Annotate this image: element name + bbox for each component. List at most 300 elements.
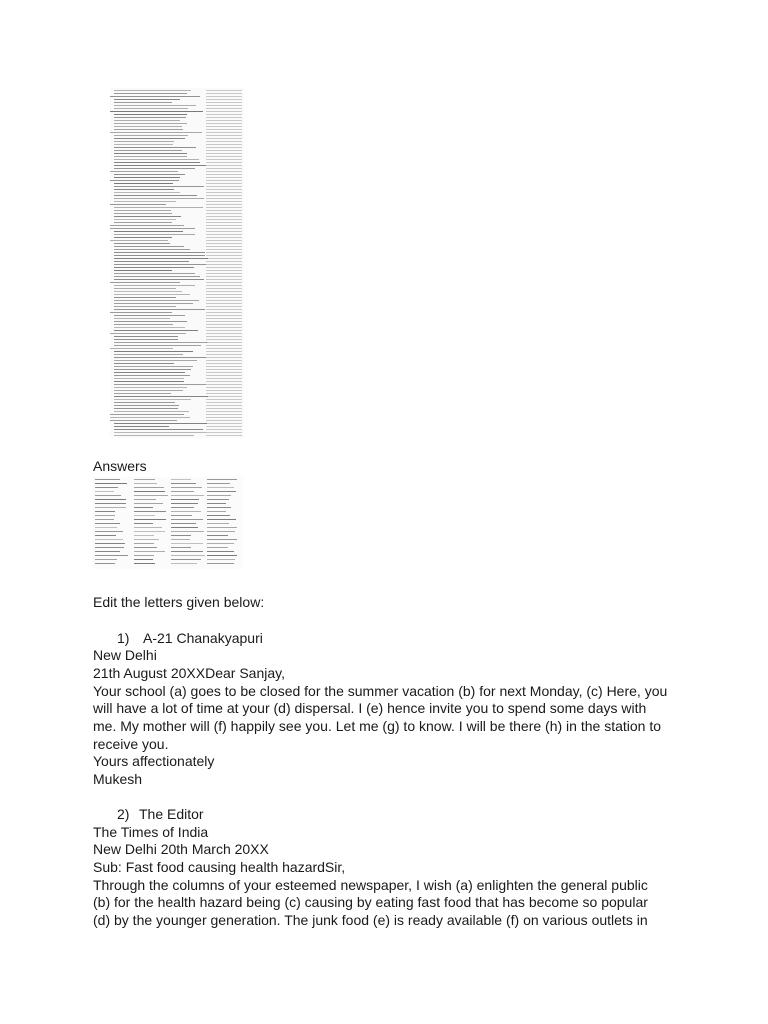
scan-answer-line [95, 559, 117, 560]
scan-blank-line [206, 222, 242, 223]
scan-blank-line [206, 381, 242, 382]
scan-blank-line [206, 186, 242, 187]
scan-text-line [114, 366, 193, 367]
scan-answer-line [171, 527, 198, 528]
scan-answer-line [207, 491, 236, 492]
scan-blank-line [206, 219, 242, 220]
scan-text-line [110, 420, 177, 421]
letter1-body-line3: me. My mother will (f) happily see you. Let me (g) to know. I will be there (h) in the station to [93, 718, 662, 734]
scan-text-line [114, 276, 200, 277]
scan-blank-line [206, 351, 242, 352]
scan-answer-line [207, 563, 234, 564]
scan-answer-line [95, 511, 115, 512]
scan-text-line [114, 264, 206, 265]
scan-blank-line [206, 411, 242, 412]
scan-answer-line [95, 563, 115, 564]
scan-blank-line [206, 156, 242, 157]
scan-text-line [114, 126, 182, 127]
scan-answer-line [171, 491, 194, 492]
scan-blank-line [206, 177, 242, 178]
scan-blank-line [206, 414, 242, 415]
scan-answer-line [171, 503, 198, 504]
scan-text-line [114, 399, 191, 400]
scan-answer-line [134, 507, 153, 508]
scan-text-line [114, 285, 195, 286]
scan-answer-line [171, 499, 199, 500]
scan-text-line [114, 249, 190, 250]
scan-blank-line [206, 90, 242, 91]
scan-answer-line [207, 531, 235, 532]
scan-text-line [114, 93, 187, 94]
scan-text-line [114, 114, 187, 115]
scan-answer-line [134, 563, 155, 564]
scan-blank-line [206, 417, 242, 418]
scan-answer-line [171, 551, 203, 552]
scan-blank-line [206, 354, 242, 355]
scan-text-line [114, 207, 203, 208]
scan-answer-line [171, 555, 205, 556]
scan-text-line [114, 150, 182, 151]
scan-text-line [114, 423, 207, 424]
scan-answer-line [95, 527, 117, 528]
scan-text-line [114, 147, 196, 148]
scan-text-line [110, 240, 168, 241]
letter2-city-date: New Delhi 20th March 20XX [93, 841, 269, 857]
scan-answer-line [134, 551, 165, 552]
scan-text-line [114, 402, 175, 403]
letter1-body-line1: Your school (a) goes to be closed for the summer vacation (b) for next Monday, (c) Here, you [93, 683, 668, 699]
scan-blank-line [206, 363, 242, 364]
scan-answer-line [134, 535, 154, 536]
scan-blank-line [206, 387, 242, 388]
scan-answer-line [134, 519, 166, 520]
scan-blank-line [206, 435, 242, 436]
scan-text-line [110, 132, 202, 133]
scan-blank-line [206, 105, 242, 106]
scan-text-line [114, 120, 180, 121]
scan-blank-line [206, 162, 242, 163]
scan-text-line [114, 108, 188, 109]
scan-blank-line [206, 279, 242, 280]
scan-text-line [114, 324, 173, 325]
scan-answer-line [134, 543, 154, 544]
scan-answer-line [171, 547, 191, 548]
scan-text-line [114, 315, 185, 316]
letter2-subject-salutation: Sub: Fast food causing health hazardSir, [93, 859, 346, 875]
scan-blank-line [206, 252, 242, 253]
scan-text-line [110, 417, 190, 418]
scan-text-line [110, 225, 184, 226]
edit-instruction: Edit the letters given below: [93, 594, 265, 610]
letter2-number: 2) [117, 806, 130, 822]
scan-answer-line [134, 527, 162, 528]
scan-blank-line [206, 114, 242, 115]
scan-text-line [114, 102, 172, 103]
scan-answer-line [171, 507, 194, 508]
scan-text-line [114, 273, 195, 274]
scan-text-line [114, 216, 181, 217]
scan-text-line [114, 168, 195, 169]
scan-text-line [114, 195, 197, 196]
scan-blank-line [206, 327, 242, 328]
scan-blank-line [206, 315, 242, 316]
scan-text-line [110, 228, 195, 229]
scan-answer-line [95, 503, 126, 504]
scan-text-line [114, 90, 191, 91]
scan-text-line [114, 258, 208, 259]
scan-text-line [114, 162, 200, 163]
scan-blank-line [206, 165, 242, 166]
scan-text-line [114, 135, 188, 136]
scan-text-line [114, 156, 187, 157]
scan-text-line [114, 243, 170, 244]
scan-blank-line [206, 300, 242, 301]
scan-answer-line [171, 543, 203, 544]
scan-blank-line [206, 393, 242, 394]
letter1-date-salutation: 21th August 20XXDear Sanjay, [93, 665, 285, 681]
scan-answer-line [134, 559, 153, 560]
scan-blank-line [206, 213, 242, 214]
scan-blank-line [206, 429, 242, 430]
scan-blank-line [206, 339, 242, 340]
scan-blank-line [206, 297, 242, 298]
scan-blank-line [206, 396, 242, 397]
scan-blank-line [206, 183, 242, 184]
scan-blank-line [206, 126, 242, 127]
scan-text-line [114, 159, 199, 160]
scan-blank-line [206, 132, 242, 133]
scan-answer-line [171, 495, 204, 496]
scan-text-line [114, 213, 172, 214]
scanned-exercise-image [110, 88, 244, 438]
scan-blank-line [206, 237, 242, 238]
scan-blank-line [206, 357, 242, 358]
scan-text-line [114, 378, 184, 379]
scan-blank-line [206, 255, 242, 256]
letter1-closing: Yours affectionately [93, 753, 215, 769]
scan-blank-line [206, 147, 242, 148]
scan-text-line [114, 345, 201, 346]
scan-blank-line [206, 276, 242, 277]
scan-text-line [114, 291, 182, 292]
scan-answer-line [95, 515, 115, 516]
scan-blank-line [206, 129, 242, 130]
letter2-body-line2: (b) for the health hazard being (c) causing by eating fast food that has become so popular [93, 894, 648, 910]
scan-text-line [114, 396, 208, 397]
scan-text-line [114, 330, 198, 331]
scan-blank-line [206, 270, 242, 271]
scan-answer-line [207, 483, 230, 484]
scan-text-line [114, 432, 206, 433]
scan-answer-line [207, 503, 226, 504]
scan-text-line [114, 165, 206, 166]
scan-answer-line [95, 507, 126, 508]
scan-answer-line [171, 559, 201, 560]
scan-answer-line [95, 487, 118, 488]
scan-text-line [110, 171, 178, 172]
scan-blank-line [206, 243, 242, 244]
scan-text-line [114, 174, 185, 175]
scan-text-line [114, 237, 172, 238]
scan-text-line [114, 327, 185, 328]
scan-text-line [114, 387, 187, 388]
scan-text-line [114, 297, 176, 298]
scan-text-line [114, 144, 173, 145]
scan-blank-line [206, 432, 242, 433]
scan-text-line [114, 129, 183, 130]
scan-text-line [114, 270, 172, 271]
letter1-address-line1: A-21 Chanakyapuri [143, 630, 263, 646]
scan-answer-line [207, 539, 237, 540]
scan-text-line [114, 363, 174, 364]
scan-answer-line [134, 487, 164, 488]
scan-blank-line [206, 93, 242, 94]
scan-blank-line [206, 330, 242, 331]
scan-answer-line [207, 547, 228, 548]
scan-answer-line [171, 515, 192, 516]
scan-text-line [110, 312, 172, 313]
scan-text-line [114, 186, 204, 187]
scan-blank-line [206, 384, 242, 385]
scan-text-line [114, 357, 206, 358]
scan-text-line [114, 354, 183, 355]
scan-answer-line [95, 539, 123, 540]
scan-text-line [114, 429, 203, 430]
scan-blank-line [206, 228, 242, 229]
scan-text-line [114, 360, 197, 361]
scan-blank-line [206, 240, 242, 241]
scan-blank-line [206, 390, 242, 391]
scan-answer-line [95, 519, 114, 520]
scan-blank-line [206, 234, 242, 235]
scan-blank-line [206, 189, 242, 190]
scan-answer-line [95, 495, 121, 496]
scan-blank-line [206, 366, 242, 367]
scan-blank-line [206, 198, 242, 199]
scan-answer-line [134, 483, 157, 484]
scan-blank-line [206, 312, 242, 313]
scan-answer-line [171, 535, 191, 536]
scan-text-line [114, 405, 179, 406]
scan-blank-line [206, 99, 242, 100]
scan-blank-line [206, 345, 242, 346]
scan-blank-line [206, 303, 242, 304]
scan-blank-line [206, 408, 242, 409]
scan-text-line [110, 333, 186, 334]
scan-answer-line [95, 483, 127, 484]
scan-blank-line [206, 423, 242, 424]
scan-answer-line [95, 535, 116, 536]
scan-text-line [114, 318, 170, 319]
scan-answer-line [134, 491, 165, 492]
scan-blank-line [206, 150, 242, 151]
scan-text-line [114, 372, 185, 373]
scan-answer-line [134, 531, 165, 532]
scan-answer-line [207, 543, 234, 544]
scan-text-line [114, 336, 178, 337]
letter2-newspaper: The Times of India [93, 824, 209, 840]
scan-text-line [114, 105, 196, 106]
scan-answer-line [207, 507, 231, 508]
scan-answer-line [171, 511, 201, 512]
scan-blank-line [206, 264, 242, 265]
scan-blank-line [206, 258, 242, 259]
scan-blank-line [206, 225, 242, 226]
scan-blank-line [206, 102, 242, 103]
scan-answer-line [207, 535, 228, 536]
scan-text-line [114, 252, 205, 253]
scan-text-line [114, 435, 194, 436]
scan-answer-line [207, 515, 230, 516]
scan-blank-line [206, 168, 242, 169]
scan-answer-line [171, 563, 197, 564]
scan-text-line [110, 282, 180, 283]
scan-text-line [114, 321, 187, 322]
scan-text-line [110, 414, 184, 415]
scan-text-line [114, 339, 178, 340]
scan-blank-line [206, 405, 242, 406]
scan-text-line [114, 426, 169, 427]
scan-blank-line [206, 108, 242, 109]
scan-answer-line [207, 499, 229, 500]
scan-text-line [114, 261, 189, 262]
scan-text-line [114, 306, 176, 307]
scan-answer-line [95, 555, 128, 556]
letter1-number: 1) [117, 630, 130, 646]
scan-blank-line [206, 207, 242, 208]
scan-blank-line [206, 273, 242, 274]
scan-text-line [114, 393, 171, 394]
scan-blank-line [206, 144, 242, 145]
scan-text-line [114, 288, 176, 289]
scan-answer-line [134, 515, 155, 516]
scan-answer-line [95, 531, 123, 532]
letter2-body-line1: Through the columns of your esteemed newspaper, I wish (a) enlighten the general public [93, 877, 648, 893]
scan-answer-line [207, 555, 237, 556]
scan-text-line [114, 234, 195, 235]
scan-text-line [114, 138, 185, 139]
scan-answer-line [134, 555, 154, 556]
scan-blank-line [206, 204, 242, 205]
scan-blank-line [206, 249, 242, 250]
scan-blank-line [206, 306, 242, 307]
scan-answer-line [95, 499, 126, 500]
scan-text-line [114, 381, 184, 382]
scan-blank-line [206, 96, 242, 97]
scan-blank-line [206, 159, 242, 160]
scan-text-line [114, 279, 204, 280]
scan-answer-line [134, 503, 163, 504]
scan-blank-line [206, 141, 242, 142]
scan-text-line [114, 369, 191, 370]
scan-answer-line [207, 487, 234, 488]
scan-text-line [110, 111, 203, 112]
letter1-body-line4: receive you. [93, 736, 169, 752]
scan-blank-line [206, 246, 242, 247]
scan-blank-line [206, 192, 242, 193]
answers-heading: Answers [93, 458, 147, 474]
scan-answer-line [207, 523, 229, 524]
scan-answer-line [207, 519, 236, 520]
scan-blank-line [206, 324, 242, 325]
scan-text-line [110, 96, 200, 97]
scan-blank-line [206, 342, 242, 343]
scan-blank-line [206, 282, 242, 283]
scan-text-line [114, 408, 178, 409]
scan-answer-line [95, 523, 120, 524]
scan-blank-line [206, 333, 242, 334]
scan-answer-line [207, 495, 231, 496]
scan-blank-line [206, 195, 242, 196]
scan-text-line [114, 222, 172, 223]
scan-blank-line [206, 180, 242, 181]
letter1-address-line2: New Delhi [93, 647, 157, 663]
scan-answer-line [171, 519, 203, 520]
letter1-signature: Mukesh [93, 771, 143, 787]
scan-text-line [110, 204, 166, 205]
scan-answer-line [207, 527, 237, 528]
scan-answer-line [134, 523, 153, 524]
scan-blank-line [206, 231, 242, 232]
scan-answer-line [95, 543, 125, 544]
scan-text-line [114, 210, 171, 211]
scan-blank-line [206, 321, 242, 322]
scan-text-line [114, 141, 174, 142]
scan-blank-line [206, 216, 242, 217]
scan-answer-line [95, 479, 120, 480]
scan-text-line [114, 231, 183, 232]
scan-text-line [114, 201, 176, 202]
scan-blank-line [206, 426, 242, 427]
scan-text-line [114, 192, 180, 193]
scan-text-line [114, 177, 180, 178]
scan-text-line [114, 411, 189, 412]
scan-blank-line [206, 174, 242, 175]
scan-blank-line [206, 294, 242, 295]
scan-answer-line [95, 551, 120, 552]
scan-text-line [114, 153, 187, 154]
scan-answer-line [134, 499, 156, 500]
scan-blank-line [206, 309, 242, 310]
scan-answer-line [207, 511, 226, 512]
scan-blank-line [206, 120, 242, 121]
scan-answer-line [95, 547, 124, 548]
scan-blank-line [206, 375, 242, 376]
scan-blank-line [206, 348, 242, 349]
scan-answer-line [171, 531, 204, 532]
scan-text-line [110, 348, 173, 349]
scan-blank-line [206, 135, 242, 136]
scan-text-line [114, 375, 190, 376]
scan-text-line [114, 384, 206, 385]
scan-answer-line [134, 547, 157, 548]
scan-answer-line [171, 523, 196, 524]
scan-blank-line [206, 138, 242, 139]
scan-text-line [114, 255, 205, 256]
scan-answer-line [171, 487, 202, 488]
scan-blank-line [206, 369, 242, 370]
letter2-recipient: The Editor [139, 806, 204, 822]
scan-text-line [114, 189, 174, 190]
scan-blank-line [206, 201, 242, 202]
scan-answer-line [134, 495, 168, 496]
scan-answer-line [134, 479, 155, 480]
scan-blank-line [206, 261, 242, 262]
scan-text-line [114, 219, 176, 220]
scan-text-line [114, 267, 194, 268]
scanned-answers-image [93, 477, 243, 569]
scan-answer-line [207, 551, 234, 552]
